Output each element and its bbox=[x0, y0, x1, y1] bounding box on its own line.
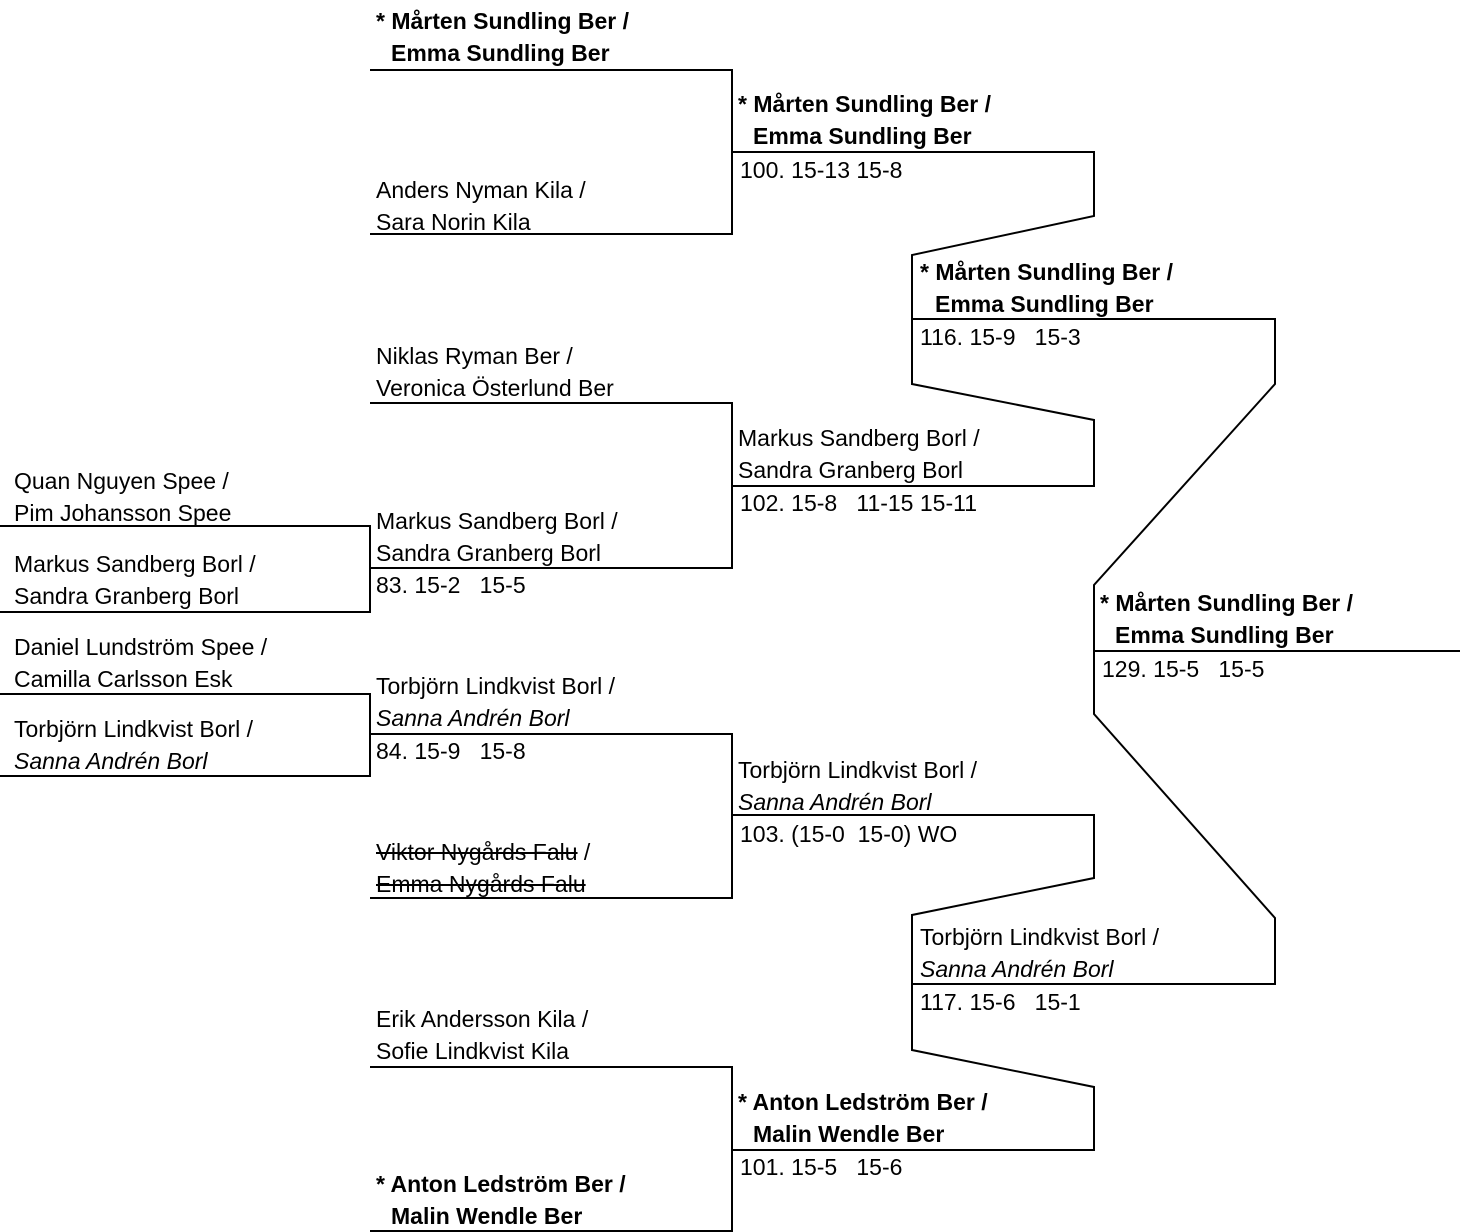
r2-pair-1-line2: Emma Sundling Ber bbox=[391, 40, 610, 66]
match-83-result bbox=[376, 571, 526, 599]
match-100-result bbox=[740, 156, 902, 184]
match-117-number: 117. bbox=[920, 989, 964, 1015]
r2-pair-3-line1: Niklas Ryman Ber / bbox=[376, 343, 573, 369]
r2-pair-8-line1: * Anton Ledström Ber / bbox=[376, 1171, 626, 1197]
r1-pair-3-line1: Daniel Lundström Spee / bbox=[14, 634, 268, 660]
r3-winner-101-line2: Malin Wendle Ber bbox=[753, 1121, 945, 1147]
r3-winner-101 bbox=[738, 1086, 988, 1150]
match-103-number: 103. bbox=[740, 821, 785, 847]
r2-pair-6-line1: Viktor Nygårds Falu bbox=[376, 839, 578, 865]
match-84-result bbox=[376, 737, 526, 765]
r2-pair-2 bbox=[376, 174, 586, 238]
r2-pair-6-sep: / bbox=[577, 839, 591, 865]
match-117-score: 15-6 15-1 bbox=[969, 989, 1081, 1015]
r4-winner-116-line2: Emma Sundling Ber bbox=[935, 291, 1154, 317]
match-116-score: 15-9 15-3 bbox=[969, 324, 1081, 350]
r3-winner-102-line1: Markus Sandberg Borl / bbox=[738, 425, 980, 451]
r2-pair-4-line1: Markus Sandberg Borl / bbox=[376, 508, 618, 534]
match-103-result bbox=[740, 820, 957, 848]
r4-winner-116-line1: * Mårten Sundling Ber / bbox=[920, 259, 1174, 285]
match-101-number: 101. bbox=[740, 1154, 785, 1180]
match-83-score: 15-2 15-5 bbox=[414, 572, 526, 598]
r4-winner-117 bbox=[920, 921, 1159, 985]
match-117-result bbox=[920, 988, 1081, 1016]
r3-winner-101-line1: * Anton Ledström Ber / bbox=[738, 1089, 988, 1115]
r2-pair-7-line1: Erik Andersson Kila / bbox=[376, 1006, 589, 1032]
r1-pair-1-line2: Pim Johansson Spee bbox=[14, 500, 232, 526]
r1-pair-4-line2: Sanna Andrén Borl bbox=[14, 748, 208, 774]
match-129-result bbox=[1102, 655, 1264, 683]
r1-pair-4-line1: Torbjörn Lindkvist Borl / bbox=[14, 716, 254, 742]
r2-pair-3-line2: Veronica Österlund Ber bbox=[376, 375, 614, 401]
match-103-score: (15-0 15-0) WO bbox=[791, 821, 958, 847]
match-129-score: 15-5 15-5 bbox=[1153, 656, 1265, 682]
final-winner-line1: * Mårten Sundling Ber / bbox=[1100, 590, 1354, 616]
r2-pair-4-line2: Sandra Granberg Borl bbox=[376, 540, 602, 566]
r1-pair-4 bbox=[14, 713, 253, 777]
r2-pair-2-line1: Anders Nyman Kila / bbox=[376, 177, 586, 203]
r3-winner-103-line1: Torbjörn Lindkvist Borl / bbox=[738, 757, 978, 783]
r1-pair-2-line2: Sandra Granberg Borl bbox=[14, 583, 240, 609]
r1-pair-3 bbox=[14, 631, 267, 695]
r2-pair-6-line1-row bbox=[376, 836, 590, 868]
r2-pair-4 bbox=[376, 505, 618, 569]
r3-winner-100 bbox=[738, 88, 991, 152]
match-116-number: 116. bbox=[920, 324, 964, 350]
r1-pair-2 bbox=[14, 548, 256, 612]
r4-winner-116 bbox=[920, 256, 1173, 320]
match-102-result bbox=[740, 489, 977, 517]
r2-pair-5-line2: Sanna Andrén Borl bbox=[376, 705, 570, 731]
match-100-score: 15-13 15-8 bbox=[791, 157, 903, 183]
r2-pair-6 bbox=[376, 836, 590, 900]
r2-pair-7 bbox=[376, 1003, 588, 1067]
r2-pair-8-line2: Malin Wendle Ber bbox=[391, 1203, 583, 1229]
r1-pair-1-line1: Quan Nguyen Spee / bbox=[14, 468, 229, 494]
match-101-score: 15-5 15-6 bbox=[791, 1154, 903, 1180]
r3-winner-103 bbox=[738, 754, 977, 818]
r3-winner-100-line2: Emma Sundling Ber bbox=[753, 123, 972, 149]
r3-winner-100-line1: * Mårten Sundling Ber / bbox=[738, 91, 992, 117]
match-83-number: 83. bbox=[376, 572, 408, 598]
r2-pair-6-line2: Emma Nygårds Falu bbox=[376, 871, 586, 897]
match-84-number: 84. bbox=[376, 738, 408, 764]
r1-pair-2-line1: Markus Sandberg Borl / bbox=[14, 551, 256, 577]
r4-winner-117-line1: Torbjörn Lindkvist Borl / bbox=[920, 924, 1160, 950]
r3-winner-102-line2: Sandra Granberg Borl bbox=[738, 457, 964, 483]
r2-pair-3 bbox=[376, 340, 614, 404]
r2-pair-8 bbox=[376, 1168, 626, 1232]
r3-winner-102 bbox=[738, 422, 980, 486]
r2-pair-1 bbox=[376, 5, 629, 69]
match-129-number: 129. bbox=[1102, 656, 1147, 682]
final-winner-line2: Emma Sundling Ber bbox=[1115, 622, 1334, 648]
r2-pair-1-line1: * Mårten Sundling Ber / bbox=[376, 8, 630, 34]
r2-pair-5-line1: Torbjörn Lindkvist Borl / bbox=[376, 673, 616, 699]
r1-pair-1 bbox=[14, 465, 231, 529]
r2-pair-7-line2: Sofie Lindkvist Kila bbox=[376, 1038, 570, 1064]
r4-winner-117-line2: Sanna Andrén Borl bbox=[920, 956, 1114, 982]
match-84-score: 15-9 15-8 bbox=[414, 738, 526, 764]
match-102-score: 15-8 11-15 15-11 bbox=[791, 490, 977, 516]
r3-winner-103-line2: Sanna Andrén Borl bbox=[738, 789, 932, 815]
r2-pair-5 bbox=[376, 670, 615, 734]
match-100-number: 100. bbox=[740, 157, 785, 183]
final-winner bbox=[1100, 587, 1353, 651]
match-101-result bbox=[740, 1153, 902, 1181]
r1-pair-3-line2: Camilla Carlsson Esk bbox=[14, 666, 233, 692]
match-102-number: 102. bbox=[740, 490, 785, 516]
r2-pair-2-line2: Sara Norin Kila bbox=[376, 209, 531, 235]
match-116-result bbox=[920, 323, 1081, 351]
